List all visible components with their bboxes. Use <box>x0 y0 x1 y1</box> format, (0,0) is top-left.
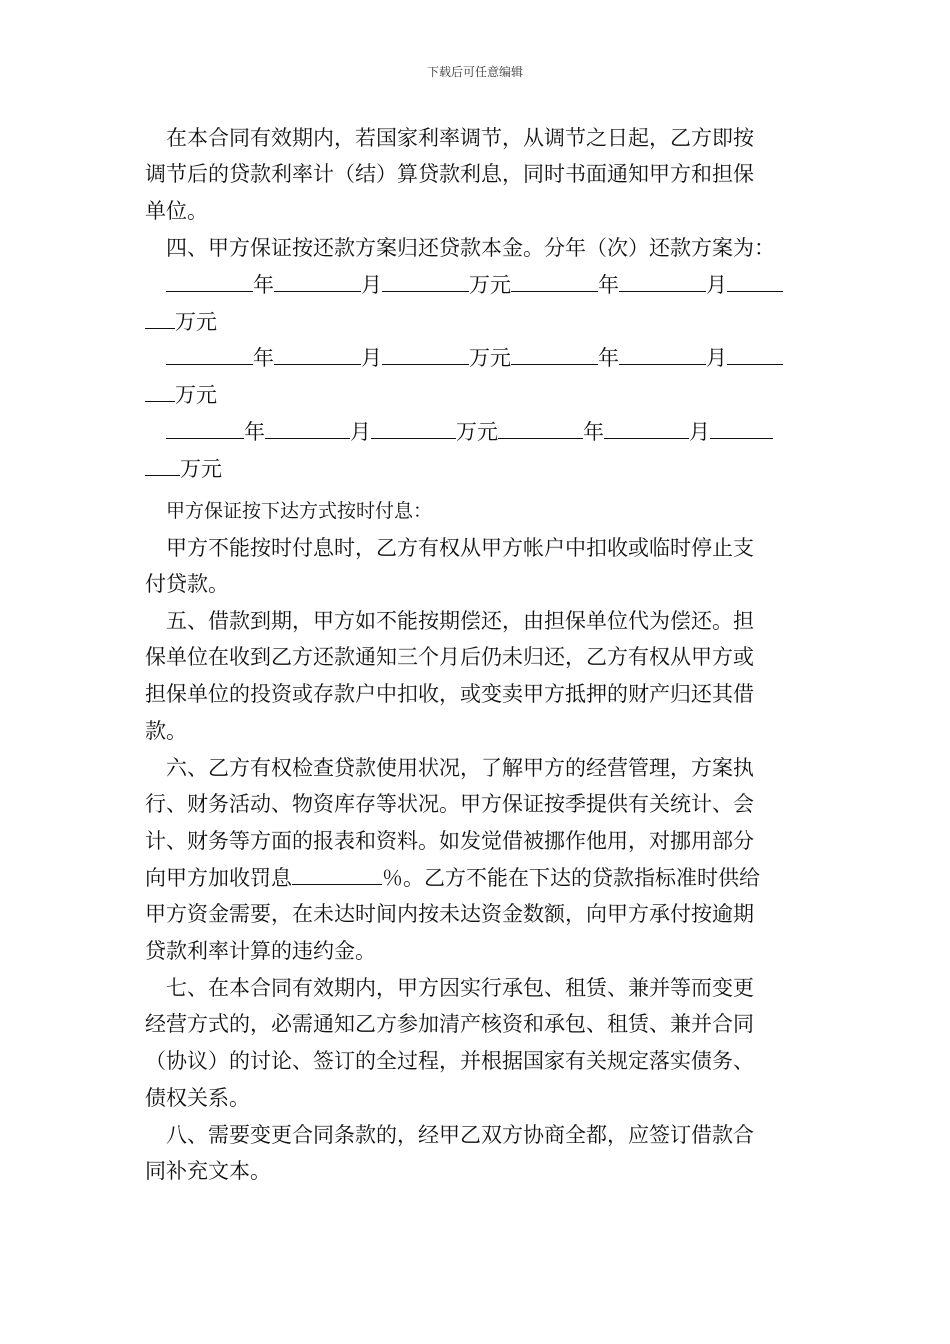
blank-field[interactable] <box>382 267 469 292</box>
blank-field[interactable] <box>511 340 598 365</box>
blank-field[interactable] <box>498 414 583 439</box>
blank-field[interactable] <box>619 267 706 292</box>
penalty-text: 向甲方加收罚息 <box>145 866 292 890</box>
repayment-row-1-cont <box>145 304 217 340</box>
blank-field[interactable] <box>265 414 350 439</box>
repayment-row-1 <box>166 267 783 303</box>
penalty-text: ％。乙方不能在下达的贷款指标准时供给 <box>382 866 760 890</box>
blank-field[interactable] <box>727 340 783 365</box>
month-label: 月 <box>689 420 710 444</box>
blank-field[interactable] <box>145 377 175 402</box>
paragraph-line: 甲方不能按时付息时，乙方有权从甲方帐户中扣收或临时停止支 <box>166 536 754 560</box>
paragraph-line: 单位。 <box>145 199 208 223</box>
month-label: 月 <box>706 273 727 297</box>
year-label: 年 <box>253 273 274 297</box>
paragraph-line: （协议）的讨论、签订的全过程，并根据国家有关规定落实债务、 <box>145 1049 754 1073</box>
blank-field[interactable] <box>274 340 361 365</box>
year-label: 年 <box>253 346 274 370</box>
paragraph-line: 调节后的贷款利率计（结）算贷款利息，同时书面通知甲方和担保 <box>145 162 754 186</box>
amount-label: 万元 <box>175 310 217 334</box>
penalty-rate-blank[interactable] <box>292 860 382 885</box>
paragraph-line: 八、需要变更合同条款的，经甲乙双方协商全都，应签订借款合 <box>166 1123 754 1147</box>
paragraph-line: 经营方式的，必需通知乙方参加清产核资和承包、租赁、兼并合同 <box>145 1012 754 1036</box>
paragraph-line: 保单位在收到乙方还款通知三个月后仍未归还，乙方有权从甲方或 <box>145 645 754 669</box>
month-label: 月 <box>361 346 382 370</box>
blank-field[interactable] <box>145 304 175 329</box>
year-label: 年 <box>598 346 619 370</box>
blank-field[interactable] <box>274 267 361 292</box>
paragraph-line: 债权关系。 <box>145 1086 250 1110</box>
paragraph-line: 款。 <box>145 719 187 743</box>
paragraph-line: 计、财务等方面的报表和资料。如发觉借被挪作他用，对挪用部分 <box>145 829 754 853</box>
blank-field[interactable] <box>145 451 180 476</box>
repayment-row-2-cont <box>145 377 217 413</box>
year-label: 年 <box>244 420 265 444</box>
repayment-row-2 <box>166 340 783 376</box>
amount-label: 万元 <box>469 273 511 297</box>
month-label: 月 <box>361 273 382 297</box>
amount-label: 万元 <box>175 383 217 407</box>
blank-field[interactable] <box>166 340 253 365</box>
amount-label: 万元 <box>456 420 498 444</box>
year-label: 年 <box>583 420 604 444</box>
paragraph-line: 甲方资金需要，在未达时间内按未达资金数额，向甲方承付按逾期 <box>145 902 754 926</box>
repayment-row-3 <box>166 414 773 450</box>
year-label: 年 <box>598 273 619 297</box>
blank-field[interactable] <box>619 340 706 365</box>
amount-label: 万元 <box>469 346 511 370</box>
month-label: 月 <box>350 420 371 444</box>
repayment-row-3-cont <box>145 451 222 487</box>
blank-field[interactable] <box>166 414 244 439</box>
blank-field[interactable] <box>382 340 469 365</box>
paragraph-line: 付贷款。 <box>145 572 229 596</box>
paragraph-line: 六、乙方有权检查贷款使用状况，了解甲方的经营管理，方案执 <box>166 756 754 780</box>
blank-field[interactable] <box>371 414 456 439</box>
blank-field[interactable] <box>727 267 783 292</box>
amount-label: 万元 <box>180 457 222 481</box>
paragraph-line: 在本合同有效期内，若国家利率调节，从调节之日起，乙方即按 <box>166 126 754 150</box>
blank-field[interactable] <box>166 267 253 292</box>
paragraph-line: 行、财务活动、物资库存等状况。甲方保证按季提供有关统计、会 <box>145 792 754 816</box>
paragraph-line: 四、甲方保证按还款方案归还贷款本金。分年（次）还款方案为： <box>166 236 775 260</box>
paragraph-line: 五、借款到期，甲方如不能按期偿还，由担保单位代为偿还。担 <box>166 609 754 633</box>
blank-field[interactable] <box>511 267 598 292</box>
paragraph-line: 七、在本合同有效期内，甲方因实行承包、租赁、兼并等而变更 <box>166 976 754 1000</box>
paragraph-line: 同补充文本。 <box>145 1159 271 1183</box>
paragraph-line: 贷款利率计算的违约金。 <box>145 939 376 963</box>
paragraph-line: 担保单位的投资或存款户中扣收，或变卖甲方抵押的财产归还其借 <box>145 682 754 706</box>
page-header: 下载后可任意编辑 <box>426 65 523 79</box>
blank-field[interactable] <box>710 414 773 439</box>
paragraph-line: 甲方保证按下达方式按时付息： <box>166 500 433 522</box>
paragraph-line <box>145 860 760 896</box>
month-label: 月 <box>706 346 727 370</box>
blank-field[interactable] <box>604 414 689 439</box>
